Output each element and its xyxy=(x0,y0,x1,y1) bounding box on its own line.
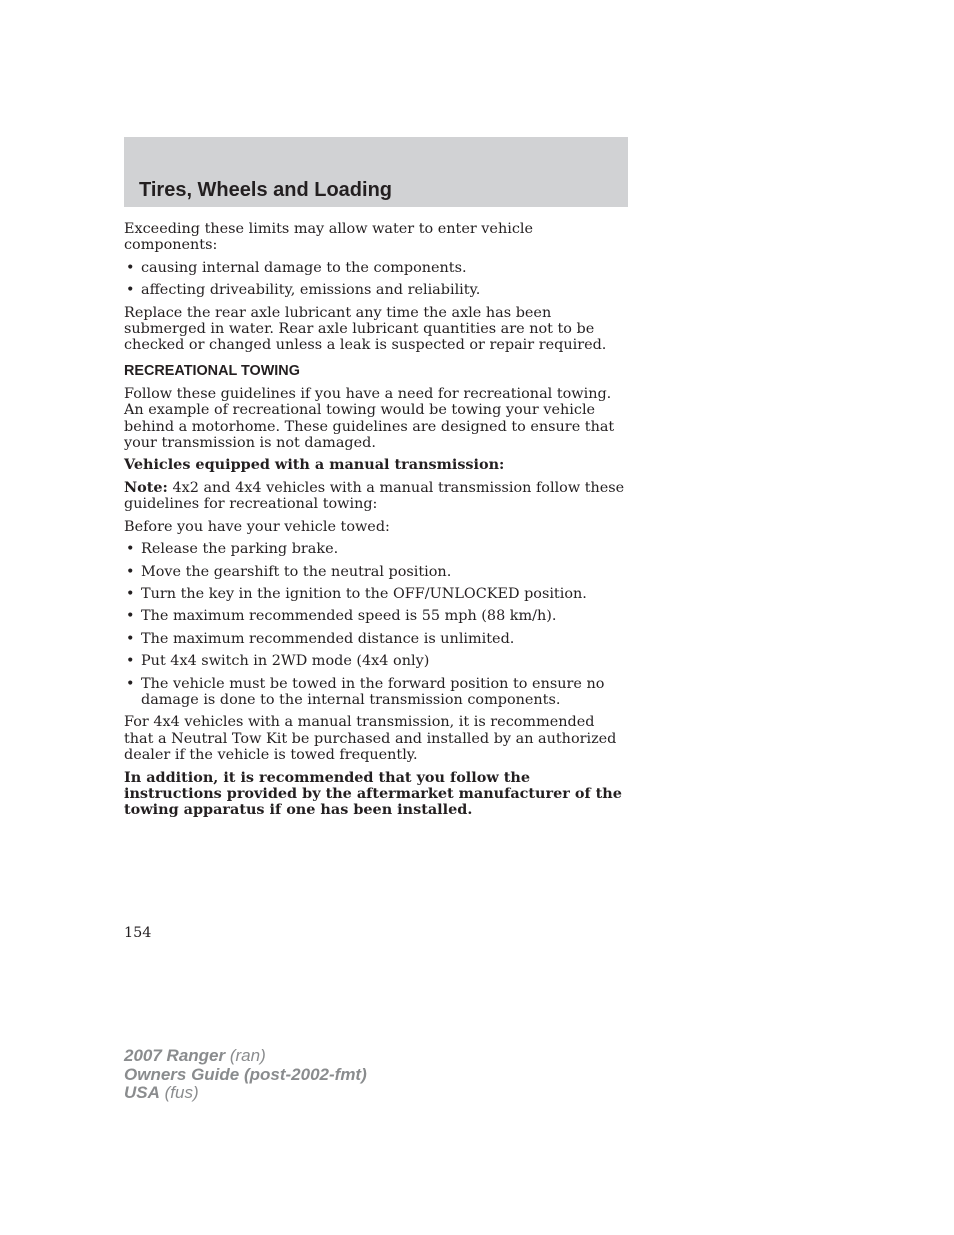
towing-intro-paragraph: Follow these guidelines if you have a need for recreational towing. An example of recreational towing would be towing your vehicle behind a motorhome. These guidelines are designed to ensure that your transmission is not damaged. xyxy=(124,385,615,452)
list-item: • The vehicle must be towed in the forward position to ensure no damage is done to the internal transmission components. xyxy=(124,676,628,709)
note-text: 4x2 and 4x4 vehicles with a manual transmission follow these guidelines for recreational towing: xyxy=(124,479,625,513)
list-item: • Move the gearshift to the neutral position. xyxy=(124,564,628,580)
list-item: • affecting driveability, emissions and reliability. xyxy=(124,282,628,298)
footer-market-code: (fus) xyxy=(159,1083,199,1102)
list-item: • The maximum recommended speed is 55 mph (88 km/h). xyxy=(124,608,628,624)
footer-line-market xyxy=(124,1084,367,1103)
list-item: • causing internal damage to the components. xyxy=(124,260,628,276)
manual-transmission-subheading: Vehicles equipped with a manual transmission: xyxy=(124,456,505,474)
section-header-band xyxy=(124,137,628,207)
list-item: • Release the parking brake. xyxy=(124,541,628,557)
aftermarket-warning: In addition, it is recommended that you follow the instructions provided by the aftermarket manufacturer of the towing apparatus if one has been installed. xyxy=(124,768,622,819)
page-number: 154 xyxy=(124,925,152,941)
axle-paragraph: Replace the rear axle lubricant any time the axle has been submerged in water. Rear axle lubricant quantities are not to be checked or changed unless a leak is suspected or repair required. xyxy=(124,304,607,354)
footer-line-model xyxy=(124,1047,367,1066)
footer-model: 2007 Ranger xyxy=(124,1046,226,1065)
note-paragraph xyxy=(124,480,628,513)
page-title: Tires, Wheels and Loading xyxy=(139,179,393,201)
footer-model-code: (ran) xyxy=(225,1046,266,1065)
footer-market: USA xyxy=(124,1083,160,1102)
footer-line-guide: Owners Guide (post-2002-fmt) xyxy=(124,1064,367,1084)
list-item: • Turn the key in the ignition to the OFF/UNLOCKED position. xyxy=(124,586,628,602)
section-heading: RECREATIONAL TOWING xyxy=(124,362,300,379)
list-item: • The maximum recommended distance is unlimited. xyxy=(124,631,628,647)
intro-bullet-list xyxy=(124,260,628,299)
document-footer xyxy=(124,1047,367,1103)
towing-bullet-list xyxy=(124,541,628,708)
tow-kit-paragraph: For 4x4 vehicles with a manual transmission, it is recommended that a Neutral Tow Kit be purchased and installed by an authorized dealer if the vehicle is towed frequently. xyxy=(124,714,617,764)
before-towing-paragraph: Before you have your vehicle towed: xyxy=(124,518,390,535)
note-label: Note: xyxy=(124,478,168,496)
intro-paragraph: Exceeding these limits may allow water to enter vehicle components: xyxy=(124,221,533,254)
list-item: • Put 4x4 switch in 2WD mode (4x4 only) xyxy=(124,653,628,669)
page-content xyxy=(124,221,628,825)
